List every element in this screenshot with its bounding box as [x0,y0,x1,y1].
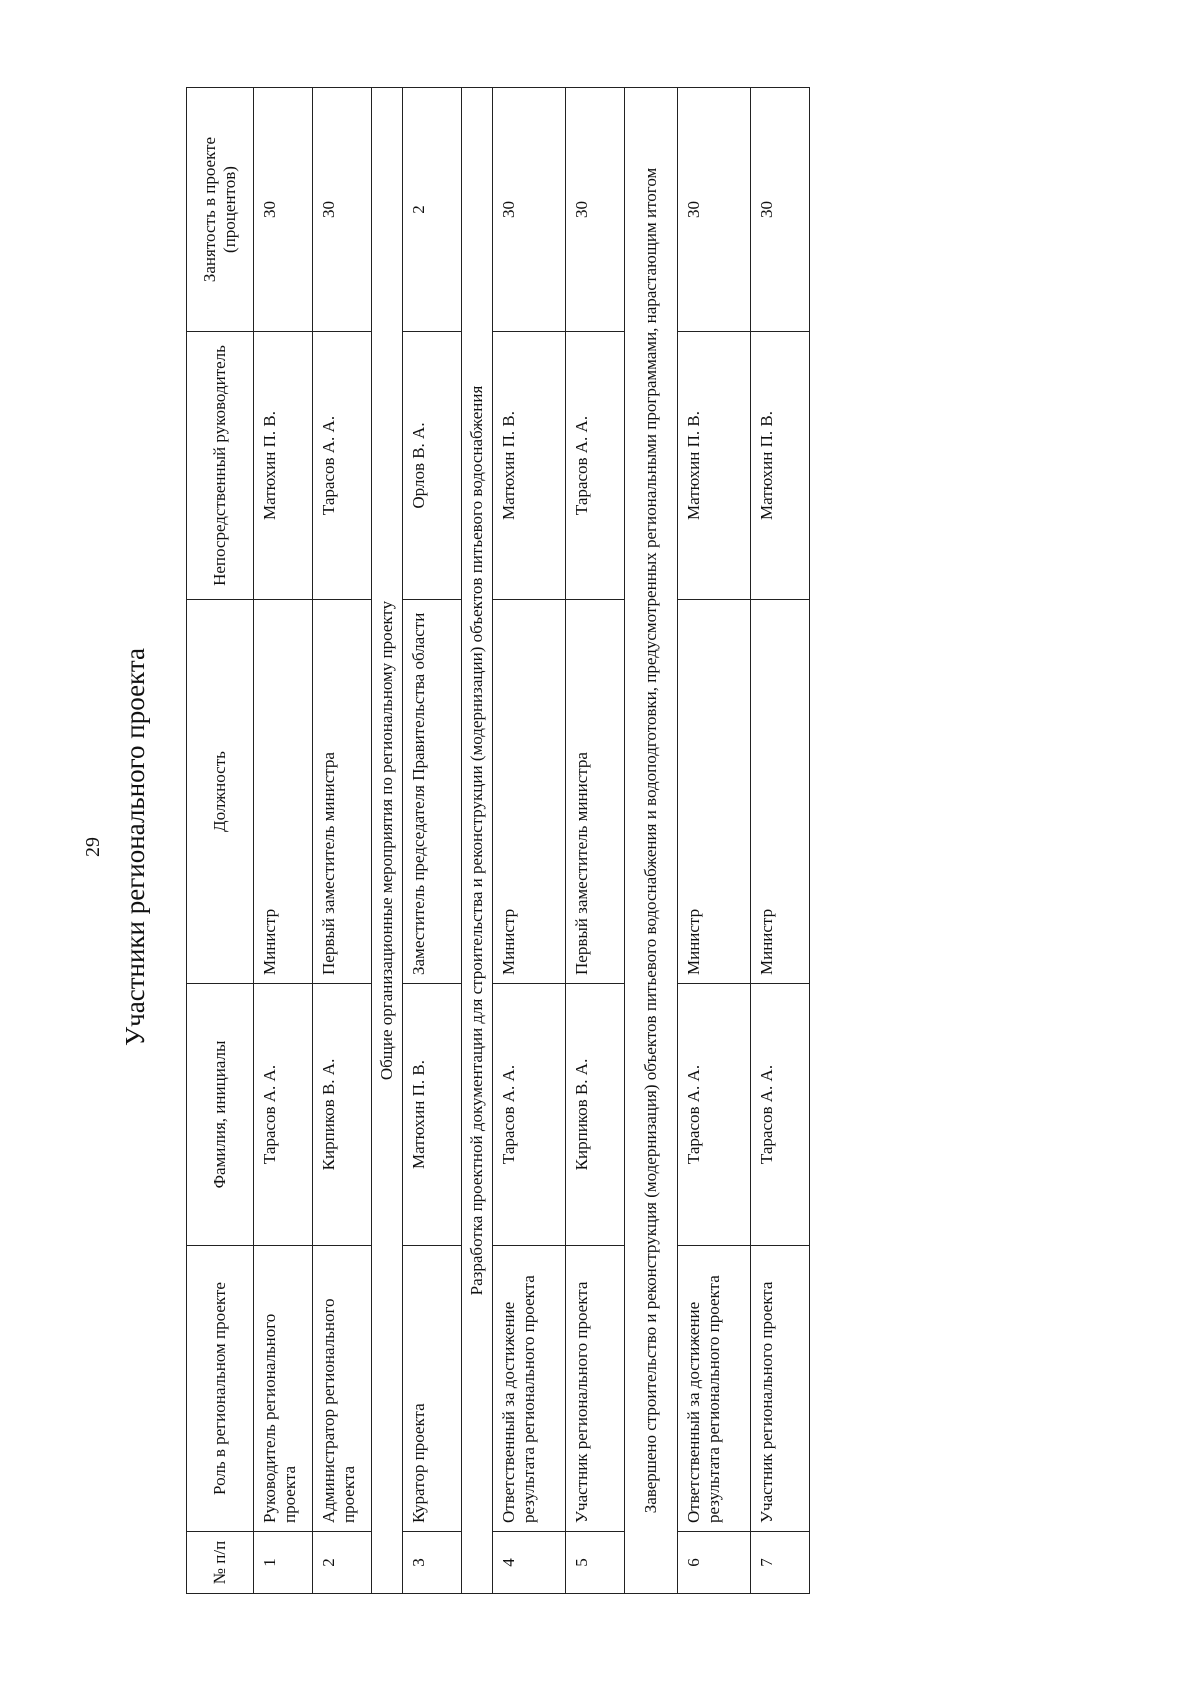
cell-employment: 2 [403,88,462,332]
cell-name: Тарасов А. А. [254,984,313,1246]
cell-employment: 30 [566,88,625,332]
cell-role: Ответственный за достижение результата регионального проекта [493,1246,566,1532]
section-title: Общие организационные мероприятия по региональному проекту [372,88,403,1594]
cell-role: Руководитель регионального проекта [254,1246,313,1532]
cell-name: Кирпиков В. А. [566,984,625,1246]
cell-role: Администратор регионального проекта [313,1246,372,1532]
cell-role: Участник регионального проекта [751,1246,810,1532]
cell-position: Министр [254,600,313,984]
section-heading-row [372,88,403,1594]
cell-num: 6 [678,1532,751,1594]
cell-supervisor: Матюхин П. В. [678,332,751,600]
header-supervisor: Непосредственный руководитель [187,332,254,600]
cell-role: Участник регионального проекта [566,1246,625,1532]
header-position: Должность [187,600,254,984]
cell-position: Заместитель председателя Правительства области [403,600,462,984]
cell-role: Куратор проекта [403,1246,462,1532]
cell-num: 3 [403,1532,462,1594]
cell-name: Тарасов А. А. [493,984,566,1246]
cell-employment: 30 [678,88,751,332]
participants-table [186,87,810,1594]
cell-position: Министр [678,600,751,984]
page-title: Участники регионального проекта [120,648,150,1046]
section-heading-row [462,88,493,1594]
table-row [493,88,566,1594]
header-name: Фамилия, инициалы [187,984,254,1246]
table-row [751,88,810,1594]
header-employment: Занятость в проекте (процентов) [187,88,254,332]
cell-position: Министр [751,600,810,984]
cell-name: Тарасов А. А. [678,984,751,1246]
table-row [566,88,625,1594]
table-row [313,88,372,1594]
header-num: № п/п [187,1532,254,1594]
section-title: Разработка проектной документации для строительства и реконструкции (модернизации) объектов питьевого водоснабжения [462,88,493,1594]
table-header-row [187,88,254,1594]
table-row [254,88,313,1594]
cell-role: Ответственный за достижение результата регионального проекта [678,1246,751,1532]
cell-num: 2 [313,1532,372,1594]
section-title: Завершено строительство и реконструкция (модернизация) объектов питьевого водоснабжения и водоподготовки, предусмотренных региональными программами, нарастающим итогом [625,88,678,1594]
header-role: Роль в региональном проекте [187,1246,254,1532]
cell-num: 7 [751,1532,810,1594]
section-heading-row [625,88,678,1594]
cell-employment: 30 [254,88,313,332]
cell-supervisor: Матюхин П. В. [254,332,313,600]
cell-name: Кирпиков В. А. [313,984,372,1246]
cell-employment: 30 [751,88,810,332]
cell-name: Матюхин П. В. [403,984,462,1246]
cell-supervisor: Тарасов А. А. [566,332,625,600]
cell-num: 5 [566,1532,625,1594]
cell-employment: 30 [313,88,372,332]
cell-supervisor: Матюхин П. В. [493,332,566,600]
cell-num: 1 [254,1532,313,1594]
cell-position: Первый заместитель министра [313,600,372,984]
cell-supervisor: Тарасов А. А. [313,332,372,600]
cell-supervisor: Матюхин П. В. [751,332,810,600]
table-row [678,88,751,1594]
cell-name: Тарасов А. А. [751,984,810,1246]
cell-employment: 30 [493,88,566,332]
table-row [403,88,462,1594]
cell-supervisor: Орлов В. А. [403,332,462,600]
cell-num: 4 [493,1532,566,1594]
cell-position: Первый заместитель министра [566,600,625,984]
page-number: 29 [82,837,104,857]
cell-position: Министр [493,600,566,984]
